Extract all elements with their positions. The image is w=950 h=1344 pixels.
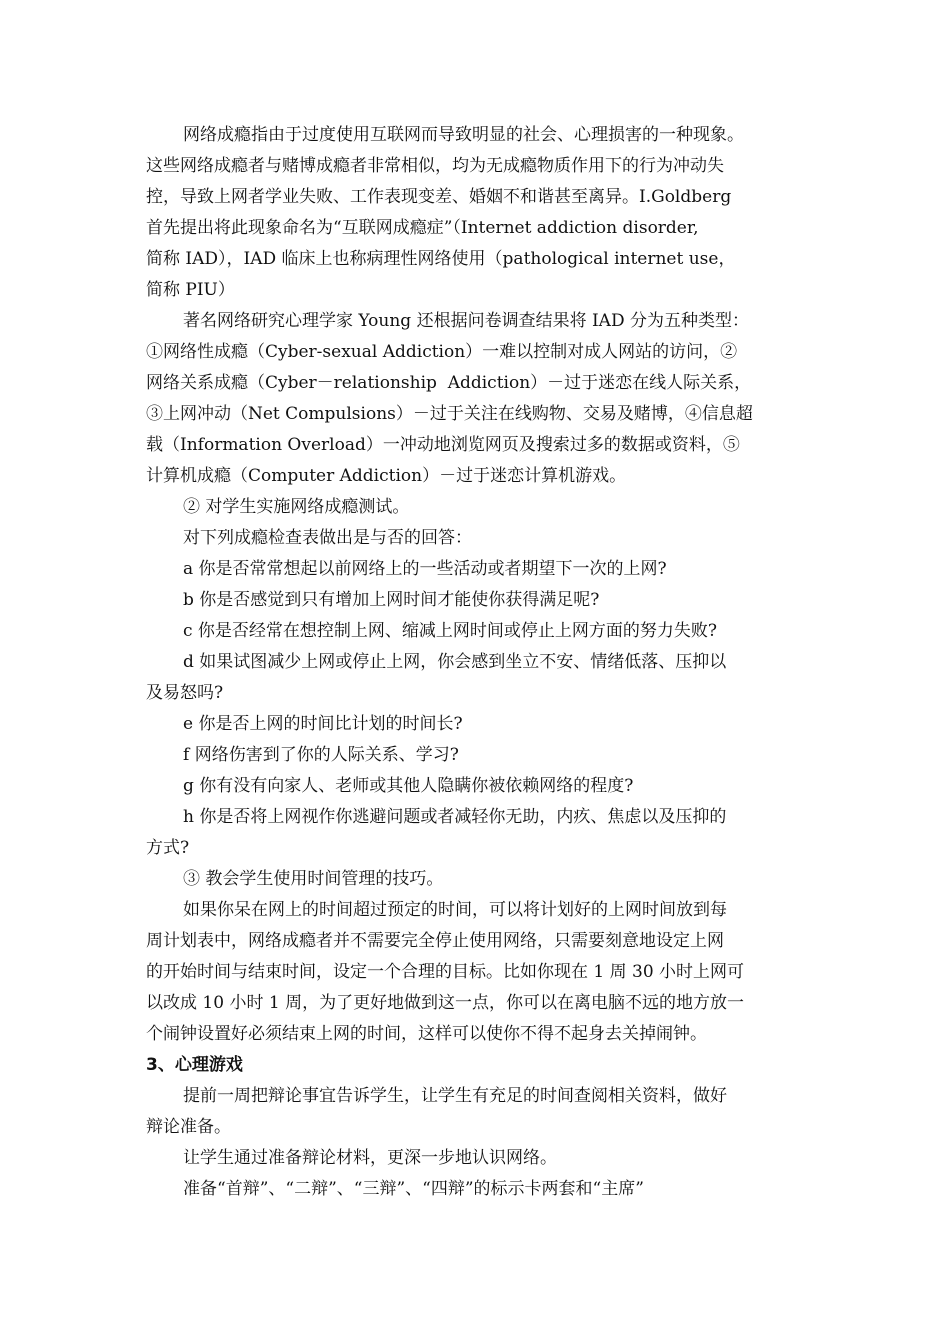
text-line: g 你有没有向家人、老师或其他人隐瞒你被依赖网络的程度? — [183, 776, 634, 796]
text-line: 计算机成瘾（Computer Addiction）－过于迷恋计算机游戏。 — [146, 466, 627, 486]
section-heading: 3、心理游戏 — [146, 1055, 243, 1075]
text-line: 的开始时间与结束时间，设定一个合理的目标。比如你现在 1 周 30 小时上网可 — [146, 962, 745, 982]
text-line: 简称 PIU） — [146, 280, 235, 300]
text-line: ③ 教会学生使用时间管理的技巧。 — [183, 869, 444, 889]
text-line: 个闹钟设置好必须结束上网的时间，这样可以使你不得不起身去关掉闹钟。 — [146, 1024, 707, 1044]
text-line: 及易怒吗? — [146, 683, 224, 703]
text-line: 这些网络成瘾者与赌博成瘾者非常相似，均为无成瘾物质作用下的行为冲动失 — [146, 156, 724, 176]
text-line: 如果你呆在网上的时间超过预定的时间，可以将计划好的上网时间放到每 — [183, 900, 727, 920]
text-line: h 你是否将上网视作你逃避问题或者减轻你无助，内疚、焦虑以及压抑的 — [183, 807, 727, 827]
text-line: 辩论准备。 — [146, 1117, 231, 1137]
text-line: 著名网络研究心理学家 Young 还根据问卷调查结果将 IAD 分为五种类型： — [183, 311, 749, 331]
text-line: 网络关系成瘾（Cyber－relationship Addiction）－过于迷恋在线人际关系， — [146, 373, 752, 393]
text-line: 以改成 10 小时 1 周，为了更好地做到这一点，你可以在离电脑不远的地方放一 — [146, 993, 745, 1013]
text-line: ①网络性成瘾（Cyber-sexual Addiction）一难以控制对成人网站的访问，② — [146, 342, 738, 362]
text-line: 网络成瘾指由于过度使用互联网而导致明显的社会、心理损害的一种现象。 — [183, 125, 744, 145]
text-line: ③上网冲动（Net Compulsions）－过于关注在线购物、交易及赌博，④信息超 — [146, 404, 753, 424]
text-line: a 你是否常常想起以前网络上的一些活动或者期望下一次的上网? — [183, 559, 667, 579]
text-line: 方式? — [146, 838, 190, 858]
text-line: e 你是否上网的时间比计划的时间长? — [183, 714, 463, 734]
text-line: 周计划表中，网络成瘾者并不需要完全停止使用网络，只需要刻意地设定上网 — [146, 931, 724, 951]
text-line: b 你是否感觉到只有增加上网时间才能使你获得满足呢? — [183, 590, 600, 610]
text-line: f 网络伤害到了你的人际关系、学习? — [183, 745, 459, 765]
text-line: 载（Information Overload）一冲动地浏览网页及搜索过多的数据或资料，⑤ — [146, 435, 740, 455]
text-line: d 如果试图减少上网或停止上网，你会感到坐立不安、情绪低落、压抑以 — [183, 652, 727, 672]
text-line: 提前一周把辩论事宜告诉学生，让学生有充足的时间查阅相关资料，做好 — [183, 1086, 727, 1106]
document-page — [146, 120, 806, 1205]
text-line: 让学生通过准备辩论材料，更深一步地认识网络。 — [183, 1148, 557, 1168]
text-line: ② 对学生实施网络成瘾测试。 — [183, 497, 410, 517]
text-line: 简称 IAD），IAD 临床上也称病理性网络使用（pathological internet use， — [146, 249, 736, 269]
text-line: c 你是否经常在想控制上网、缩减上网时间或停止上网方面的努力失败? — [183, 621, 718, 641]
text-line: 对下列成瘾检查表做出是与否的回答： — [183, 528, 472, 548]
text-line: 首先提出将此现象命名为“互联网成瘾症”（Internet addiction disorder, — [146, 218, 699, 238]
text-line: 准备“首辩”、“二辩”、“三辩”、“四辩”的标示卡两套和“主席” — [183, 1179, 644, 1199]
text-line: 控，导致上网者学业失败、工作表现变差、婚姻不和谐甚至离异。I.Goldberg — [146, 187, 732, 207]
